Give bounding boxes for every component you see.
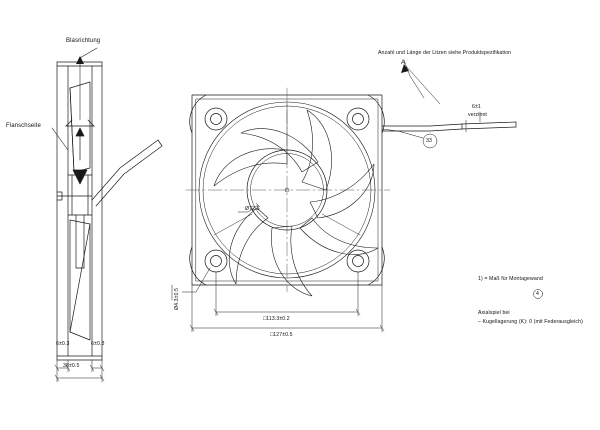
side-view-cable: [92, 140, 162, 206]
dim-mounting-pitch: [263, 316, 290, 322]
note-tinned-text: verzinnt: [468, 112, 487, 118]
dim-pitch-prefix: □: [263, 316, 267, 322]
dim-pitch-value: 113.3±0.2: [266, 316, 290, 322]
note-axial-play-title: Axialspiel bei: [478, 310, 510, 316]
footnote-balloon-label: 4: [536, 291, 539, 297]
note-tinned-length: 6±1: [472, 104, 481, 110]
side-view-outline: [57, 62, 105, 360]
flow-arrow: [73, 170, 87, 184]
leads-arrow-letter: A: [401, 60, 406, 66]
footnote-mounting-wall: 1) = Maß für Montagewand: [478, 276, 543, 282]
dim-hole-diameter: Ø4.3±0.5: [174, 287, 180, 310]
dim-depth-right: 6±0.3: [91, 341, 105, 347]
dim-frame-size: [270, 332, 293, 338]
dim-frame-value: 127±0.5: [273, 332, 293, 338]
front-view-cable: [382, 120, 516, 132]
flange-side-leader: [52, 128, 68, 150]
front-view: [186, 88, 516, 296]
balloon-33-label: 33: [426, 138, 432, 144]
note-leads: Anzahl und Länge der Litzen siehe Produktspezifikation: [378, 50, 512, 56]
note-leaders: [382, 60, 543, 299]
dim-depth-overall: 38±0.5: [63, 363, 80, 369]
dim-hub-diameter: Ø72.5: [245, 206, 260, 212]
label-flanschseite: Flanschseite: [6, 123, 41, 129]
dim-frame-prefix: □: [270, 332, 274, 338]
label-blasrichtung: Blasrichtung: [66, 38, 101, 44]
dim-depth-left: 6±0.3: [56, 341, 70, 347]
note-axial-play-detail: – Kugellagerung (K): 0 (mit Federausgleich): [478, 319, 583, 325]
